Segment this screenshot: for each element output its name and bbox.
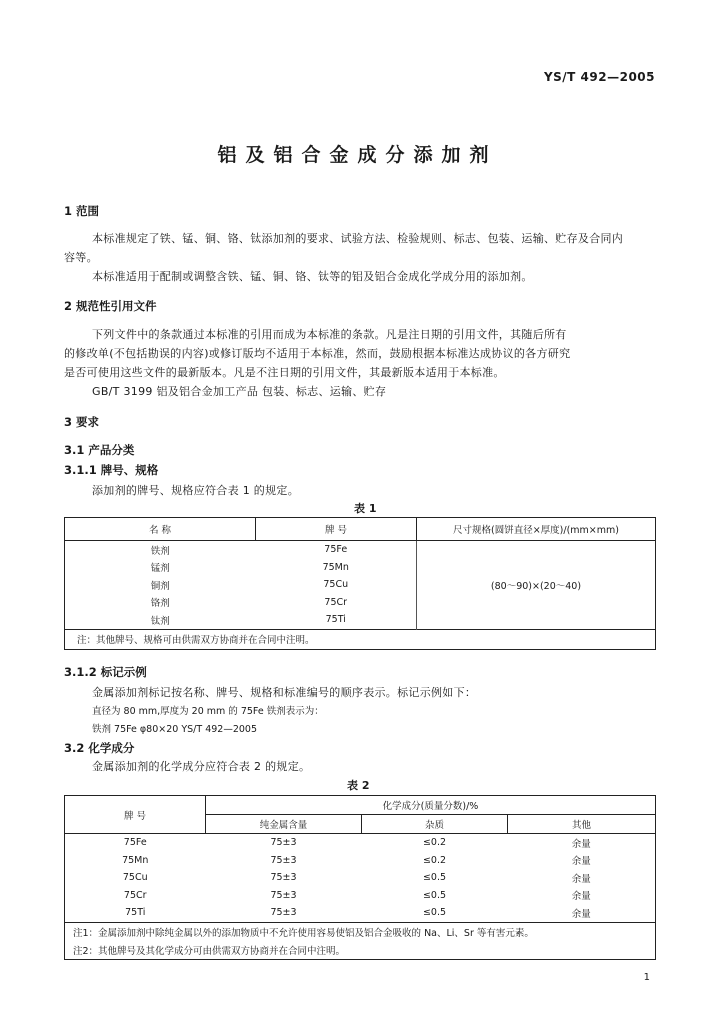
page-number: 1: [643, 972, 650, 983]
section-2-para-1c: 是否可使用这些文件的最新版本。凡是不注日期的引用文件，其最新版本适用于本标准。: [64, 366, 505, 379]
table-2-header-impurity: 杂质: [362, 815, 508, 834]
table-2-cell-pure: 75±3: [270, 854, 297, 866]
section-3-heading: 3 要求: [64, 415, 100, 429]
table-1-cell-grade: 75Ti: [256, 611, 417, 629]
section-1-heading: 1 范围: [64, 204, 100, 218]
table-1-cell-grade: 75Fe: [256, 541, 417, 559]
section-3-1-2-heading: 3.1.2 标记示例: [64, 665, 147, 679]
table-1-cell-size: (80～90)×(20～40): [490, 580, 582, 592]
section-3-1-1-para: 添加剂的牌号、规格应符合表 1 的规定。: [92, 484, 299, 497]
table-1: [64, 517, 656, 650]
table-2-header-composition: 化学成分(质量分数)/%: [206, 796, 656, 815]
table-2-header-other: 其他: [508, 815, 656, 834]
table-row: [65, 834, 656, 852]
section-3-1-heading: 3.1 产品分类: [64, 443, 135, 457]
table-2-header-grade: 牌 号: [65, 796, 206, 834]
table-2-header-pure: 纯金属含量: [206, 815, 362, 834]
table-2-cell-grade: 75Cu: [122, 872, 148, 884]
table-1-cell-grade: 75Cr: [256, 594, 417, 612]
table-2-cell-impurity: ≤0.5: [422, 889, 447, 901]
table-2: [64, 795, 656, 960]
table-2-cell-impurity: ≤0.2: [422, 837, 447, 849]
section-3-2-para: 金属添加剂的化学成分应符合表 2 的规定。: [92, 760, 311, 773]
table-row: [65, 869, 656, 887]
table-2-cell-other: 余量: [571, 838, 591, 850]
table-2-caption: 表 2: [347, 779, 370, 792]
table-1-note: 注：其他牌号、规格可由供需双方协商并在合同中注明。: [65, 629, 656, 649]
table-1-header-grade: 牌 号: [256, 518, 417, 541]
section-3-1-1-heading: 3.1.1 牌号、规格: [64, 463, 159, 477]
table-2-cell-pure: 75±3: [270, 837, 297, 849]
table-2-note-2: 注2：其他牌号及其化学成分可由供需双方协商并在合同中注明。: [73, 945, 346, 957]
standard-number: YS/T 492—2005: [543, 70, 655, 84]
table-2-cell-impurity: ≤0.2: [422, 854, 447, 866]
table-1-cell-grade: 75Cu: [256, 576, 417, 594]
table-row: [65, 904, 656, 922]
table-2-note-1: 注1：金属添加剂中除纯金属以外的添加物质中不允许使用容易使铝及铝合金吸收的 Na、Li、Sr 等有害元素。: [65, 922, 656, 941]
marking-example-desc: 直径为 80 mm,厚度为 20 mm 的 75Fe 铁剂表示为：: [92, 706, 324, 717]
table-1-cell-name: 铬剂: [150, 598, 170, 610]
table-2-cell-grade: 75Ti: [125, 907, 146, 919]
section-3-1-2-para: 金属添加剂标记按名称、牌号、规格和标准编号的顺序表示。标记示例如下：: [92, 686, 477, 699]
table-1-cell-name: 锰剂: [150, 563, 170, 575]
table-2-header-row-1: [65, 796, 656, 815]
table-2-cell-other: 余量: [571, 908, 591, 920]
section-3-2-heading: 3.2 化学成分: [64, 741, 135, 755]
table-1-header-row: [65, 518, 656, 541]
table-2-cell-pure: 75±3: [270, 872, 297, 884]
section-1-para-2: 本标准适用于配制或调整含铁、锰、铜、铬、钛等的铝及铝合金成化学成分用的添加剂。: [92, 270, 533, 283]
reference-gbt3199: GB/T 3199 铝及铝合金加工产品 包装、标志、运输、贮存: [92, 385, 387, 398]
section-1-para-1a: 本标准规定了铁、锰、铜、铬、钛添加剂的要求、试验方法、检验规则、标志、包装、运输、贮存及合同内: [92, 232, 624, 245]
table-1-cell-name: 铜剂: [150, 580, 170, 592]
table-2-cell-other: 余量: [571, 873, 591, 885]
table-row: [65, 541, 656, 559]
table-2-cell-impurity: ≤0.5: [422, 872, 447, 884]
section-1-para-1b: 容等。: [64, 251, 98, 264]
table-2-cell-grade: 75Fe: [123, 837, 147, 849]
table-1-cell-grade: 75Mn: [256, 559, 417, 577]
table-2-cell-grade: 75Cr: [123, 889, 147, 901]
table-1-caption: 表 1: [354, 502, 377, 515]
table-2-cell-pure: 75±3: [270, 889, 297, 901]
table-1-cell-name: 铁剂: [150, 545, 170, 557]
table-2-cell-impurity: ≤0.5: [422, 907, 447, 919]
marking-example: 铁剂 75Fe φ80×20 YS/T 492—2005: [92, 724, 258, 735]
table-row: [65, 887, 656, 905]
table-row: [65, 852, 656, 870]
table-2-cell-grade: 75Mn: [122, 854, 149, 866]
section-2-para-1a: 下列文件中的条款通过本标准的引用而成为本标准的条款。凡是注日期的引用文件，其随后所有: [92, 328, 567, 341]
table-2-cell-pure: 75±3: [270, 907, 297, 919]
section-2-heading: 2 规范性引用文件: [64, 299, 157, 313]
table-1-header-size: 尺寸规格(圆饼直径×厚度)/(mm×mm): [417, 518, 656, 541]
document-title: 铝及铝合金成分添加剂: [217, 144, 498, 166]
table-1-cell-name: 钛剂: [150, 615, 170, 627]
section-2-para-1b: 的修改单(不包括勘误的内容)或修订版均不适用于本标准，然而，鼓励根据本标准达成协议的各方研究: [64, 347, 571, 360]
table-2-cell-other: 余量: [571, 856, 591, 868]
table-2-cell-other: 余量: [571, 891, 591, 903]
table-1-header-name: 名 称: [65, 518, 256, 541]
